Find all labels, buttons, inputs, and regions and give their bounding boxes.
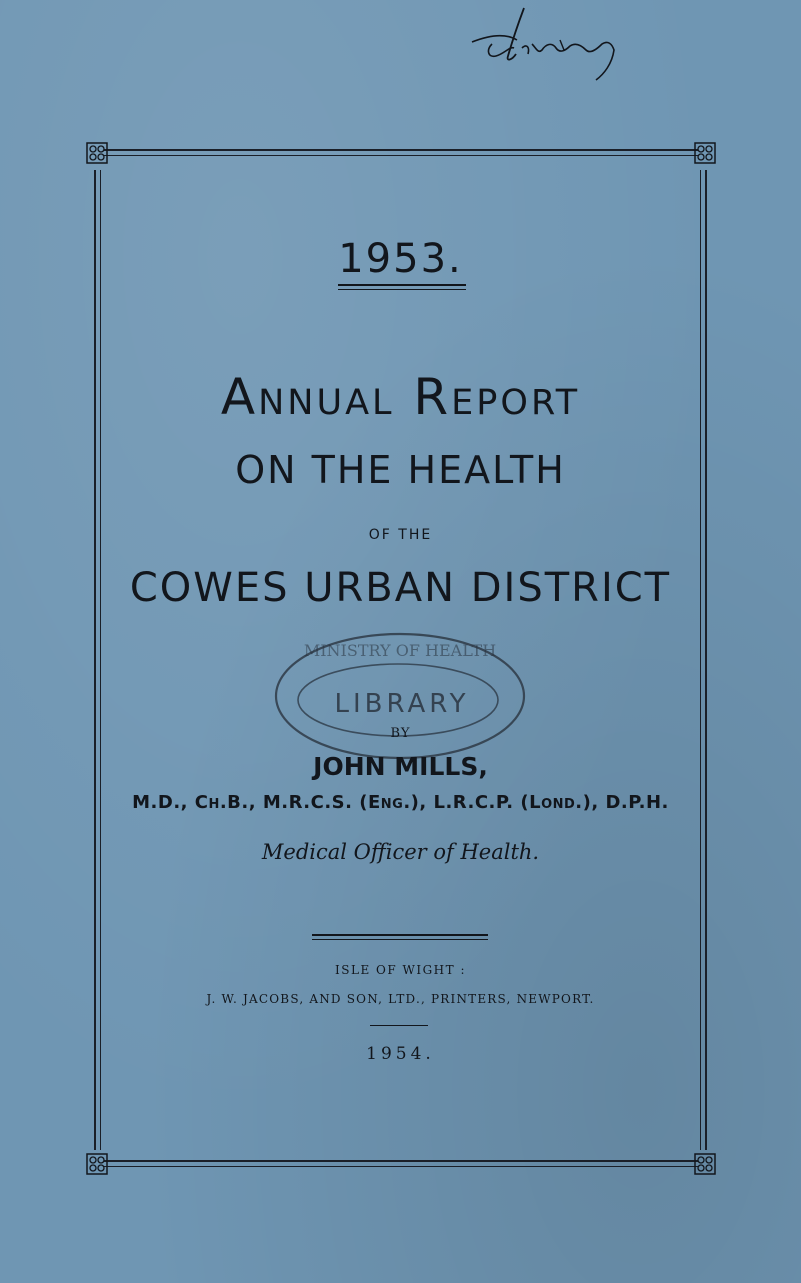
imprint-rule-top-2 bbox=[312, 939, 488, 940]
corner-ornament-icon bbox=[694, 142, 716, 164]
corner-ornament-icon bbox=[694, 1153, 716, 1175]
stamp-text: LIBRARY bbox=[334, 689, 470, 719]
imprint-rule-top bbox=[312, 934, 488, 936]
imprint-rule-bottom bbox=[370, 1025, 428, 1026]
frame-bottom-rule bbox=[104, 1160, 698, 1162]
frame-top-inner-rule bbox=[104, 155, 698, 156]
corner-ornament-icon bbox=[86, 1153, 108, 1175]
stamp-ring-text: MINISTRY OF HEALTH bbox=[303, 641, 497, 660]
handwritten-library-note bbox=[462, 4, 642, 84]
year-underline bbox=[338, 284, 466, 286]
year-underline-2 bbox=[338, 289, 466, 290]
imprint-printer: J. W. JACOBS, AND SON, LTD., PRINTERS, NEWPORT. bbox=[206, 992, 595, 1006]
frame-top-rule bbox=[104, 149, 698, 151]
author-role: Medical Officer of Health. bbox=[261, 840, 540, 864]
author-name: JOHN MILLS, bbox=[313, 752, 488, 781]
imprint-place: ISLE OF WIGHT : bbox=[335, 963, 466, 977]
corner-ornament-icon bbox=[86, 142, 108, 164]
report-title: Annual Report bbox=[220, 368, 581, 426]
of-the-line: OF THE bbox=[368, 527, 433, 543]
district-name: COWES URBAN DISTRICT bbox=[129, 565, 672, 611]
frame-bottom-inner-rule bbox=[104, 1166, 698, 1167]
publication-year: 1954. bbox=[366, 1044, 435, 1064]
report-subtitle: ON THE HEALTH bbox=[235, 448, 566, 492]
by-line: BY bbox=[390, 726, 411, 741]
author-qualifications: M.D., Ch.B., M.R.C.S. (Eng.), L.R.C.P. (Lond.), D.P.H. bbox=[132, 792, 669, 813]
report-year: 1953. bbox=[338, 236, 463, 282]
